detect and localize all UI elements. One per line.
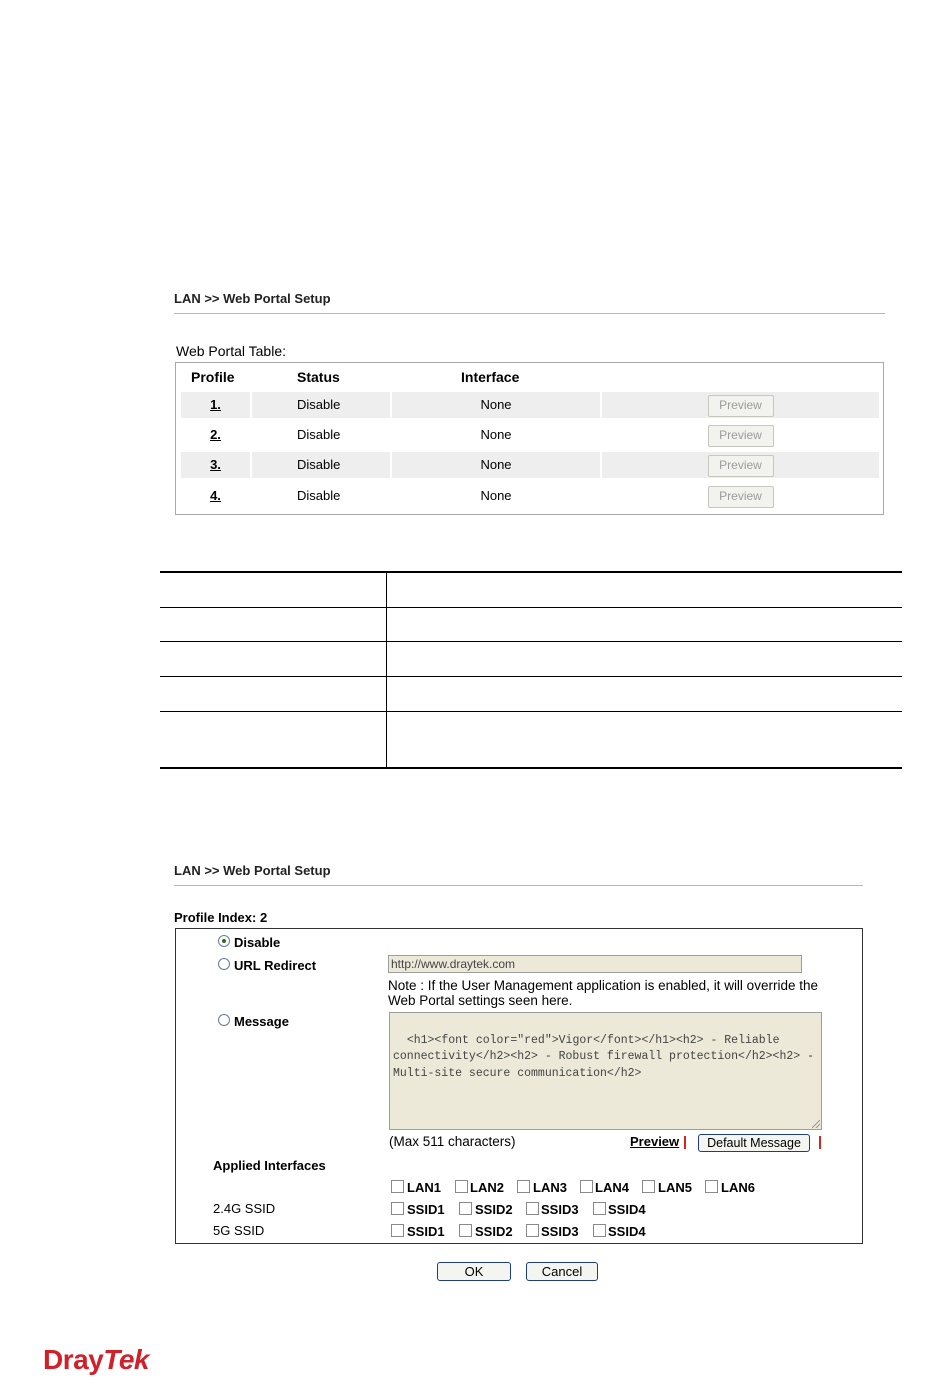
lan1-label: LAN1 xyxy=(407,1180,441,1195)
table-row xyxy=(181,483,879,509)
ssid5-4-label: SSID4 xyxy=(608,1224,646,1239)
lan6-checkbox[interactable] xyxy=(705,1180,718,1193)
table-rule xyxy=(160,607,902,608)
web-portal-table-title: Web Portal Table: xyxy=(176,343,286,359)
lan5-checkbox[interactable] xyxy=(642,1180,655,1193)
separator-bar xyxy=(684,1136,686,1149)
disable-label: Disable xyxy=(234,935,281,950)
message-text: <h1><font color="red">Vigor</font></h1><h2> - Reliable connectivity</h2><h2> - Robust firewall protection</h2><h2> - Multi-site secure communication</h2> xyxy=(393,1033,821,1080)
column-header-status: Status xyxy=(297,369,340,385)
interface-cell: None xyxy=(392,392,600,418)
ssid5-2-label: SSID2 xyxy=(475,1224,513,1239)
lan2-checkbox[interactable] xyxy=(455,1180,468,1193)
column-header-interface: Interface xyxy=(461,369,520,385)
table-row xyxy=(181,452,879,478)
ssid24-3-label: SSID3 xyxy=(541,1202,579,1217)
table-rule xyxy=(160,676,902,677)
ssid5-1-label: SSID1 xyxy=(407,1224,445,1239)
profile-link-1[interactable]: 1. xyxy=(210,397,221,412)
status-cell: Disable xyxy=(252,452,390,478)
url-redirect-label: URL Redirect xyxy=(234,958,317,973)
max-characters-hint: (Max 511 characters) xyxy=(389,1134,516,1149)
preview-button-1[interactable]: Preview xyxy=(708,395,774,417)
lan4-label: LAN4 xyxy=(595,1180,629,1195)
table-rule xyxy=(160,641,902,642)
interface-cell: None xyxy=(480,427,512,442)
lan1-checkbox[interactable] xyxy=(391,1180,404,1193)
default-message-button[interactable]: Default Message xyxy=(698,1134,810,1152)
table-rule xyxy=(160,767,902,769)
ok-button[interactable]: OK xyxy=(437,1262,511,1281)
draytek-logo xyxy=(43,1344,149,1376)
table-row xyxy=(181,392,879,418)
ssid5-3-label: SSID3 xyxy=(541,1224,579,1239)
message-label: Message xyxy=(234,1014,289,1029)
profile-index-label: Profile Index: 2 xyxy=(174,910,268,925)
status-cell: Disable xyxy=(297,488,341,503)
web-portal-table xyxy=(175,362,884,515)
description-table xyxy=(160,571,902,769)
url-redirect-radio[interactable] xyxy=(218,958,230,970)
profile-link-4[interactable]: 4. xyxy=(210,488,221,503)
ssid5-3-checkbox[interactable] xyxy=(526,1224,539,1237)
preview-button-2[interactable]: Preview xyxy=(708,425,774,447)
preview-button-3[interactable]: Preview xyxy=(708,455,774,477)
ssid5-4-checkbox[interactable] xyxy=(593,1224,606,1237)
breadcrumb: LAN >> Web Portal Setup xyxy=(174,291,331,306)
disable-radio[interactable] xyxy=(218,935,230,947)
ssid24-4-label: SSID4 xyxy=(608,1202,646,1217)
ssid24-3-checkbox[interactable] xyxy=(526,1202,539,1215)
breadcrumb-divider xyxy=(174,885,863,886)
profile-link-2[interactable]: 2. xyxy=(210,427,221,442)
interface-cell: None xyxy=(392,452,600,478)
table-rule xyxy=(160,571,902,573)
status-cell: Disable xyxy=(252,392,390,418)
cancel-button[interactable]: Cancel xyxy=(526,1262,598,1281)
lan3-label: LAN3 xyxy=(533,1180,567,1195)
lan6-label: LAN6 xyxy=(721,1180,755,1195)
table-rule xyxy=(160,711,902,712)
message-radio[interactable] xyxy=(218,1014,230,1026)
ssid-5g-label: 5G SSID xyxy=(213,1223,265,1238)
url-redirect-input[interactable]: http://www.draytek.com xyxy=(388,955,802,973)
ssid5-1-checkbox[interactable] xyxy=(391,1224,404,1237)
profile-link-3[interactable]: 3. xyxy=(210,457,221,472)
ssid24-1-checkbox[interactable] xyxy=(391,1202,404,1215)
preview-button-4[interactable]: Preview xyxy=(708,486,774,508)
preview-link[interactable]: Preview xyxy=(630,1134,680,1149)
ssid-24g-label: 2.4G SSID xyxy=(213,1201,276,1216)
separator-bar xyxy=(819,1136,821,1149)
applied-interfaces-label: Applied Interfaces xyxy=(213,1158,326,1173)
logo-tek-text: Tek xyxy=(103,1344,149,1375)
ssid5-2-checkbox[interactable] xyxy=(459,1224,472,1237)
message-textarea[interactable] xyxy=(389,1012,822,1130)
ssid24-1-label: SSID1 xyxy=(407,1202,445,1217)
lan4-checkbox[interactable] xyxy=(580,1180,593,1193)
user-management-note: Note : If the User Management application is enabled, it will override the Web Portal settings seen here. xyxy=(388,978,818,1008)
lan3-checkbox[interactable] xyxy=(517,1180,530,1193)
table-row xyxy=(181,422,879,448)
ssid24-4-checkbox[interactable] xyxy=(593,1202,606,1215)
column-header-profile: Profile xyxy=(191,369,235,385)
status-cell: Disable xyxy=(297,427,341,442)
table-column-divider xyxy=(386,571,387,769)
interface-cell: None xyxy=(480,488,512,503)
lan5-label: LAN5 xyxy=(658,1180,692,1195)
lan2-label: LAN2 xyxy=(470,1180,504,1195)
resize-grip-icon[interactable] xyxy=(812,1120,820,1128)
ssid24-2-checkbox[interactable] xyxy=(459,1202,472,1215)
breadcrumb: LAN >> Web Portal Setup xyxy=(174,863,331,878)
ssid24-2-label: SSID2 xyxy=(475,1202,513,1217)
logo-dray-text: Dray xyxy=(43,1344,104,1375)
breadcrumb-divider xyxy=(174,313,885,314)
